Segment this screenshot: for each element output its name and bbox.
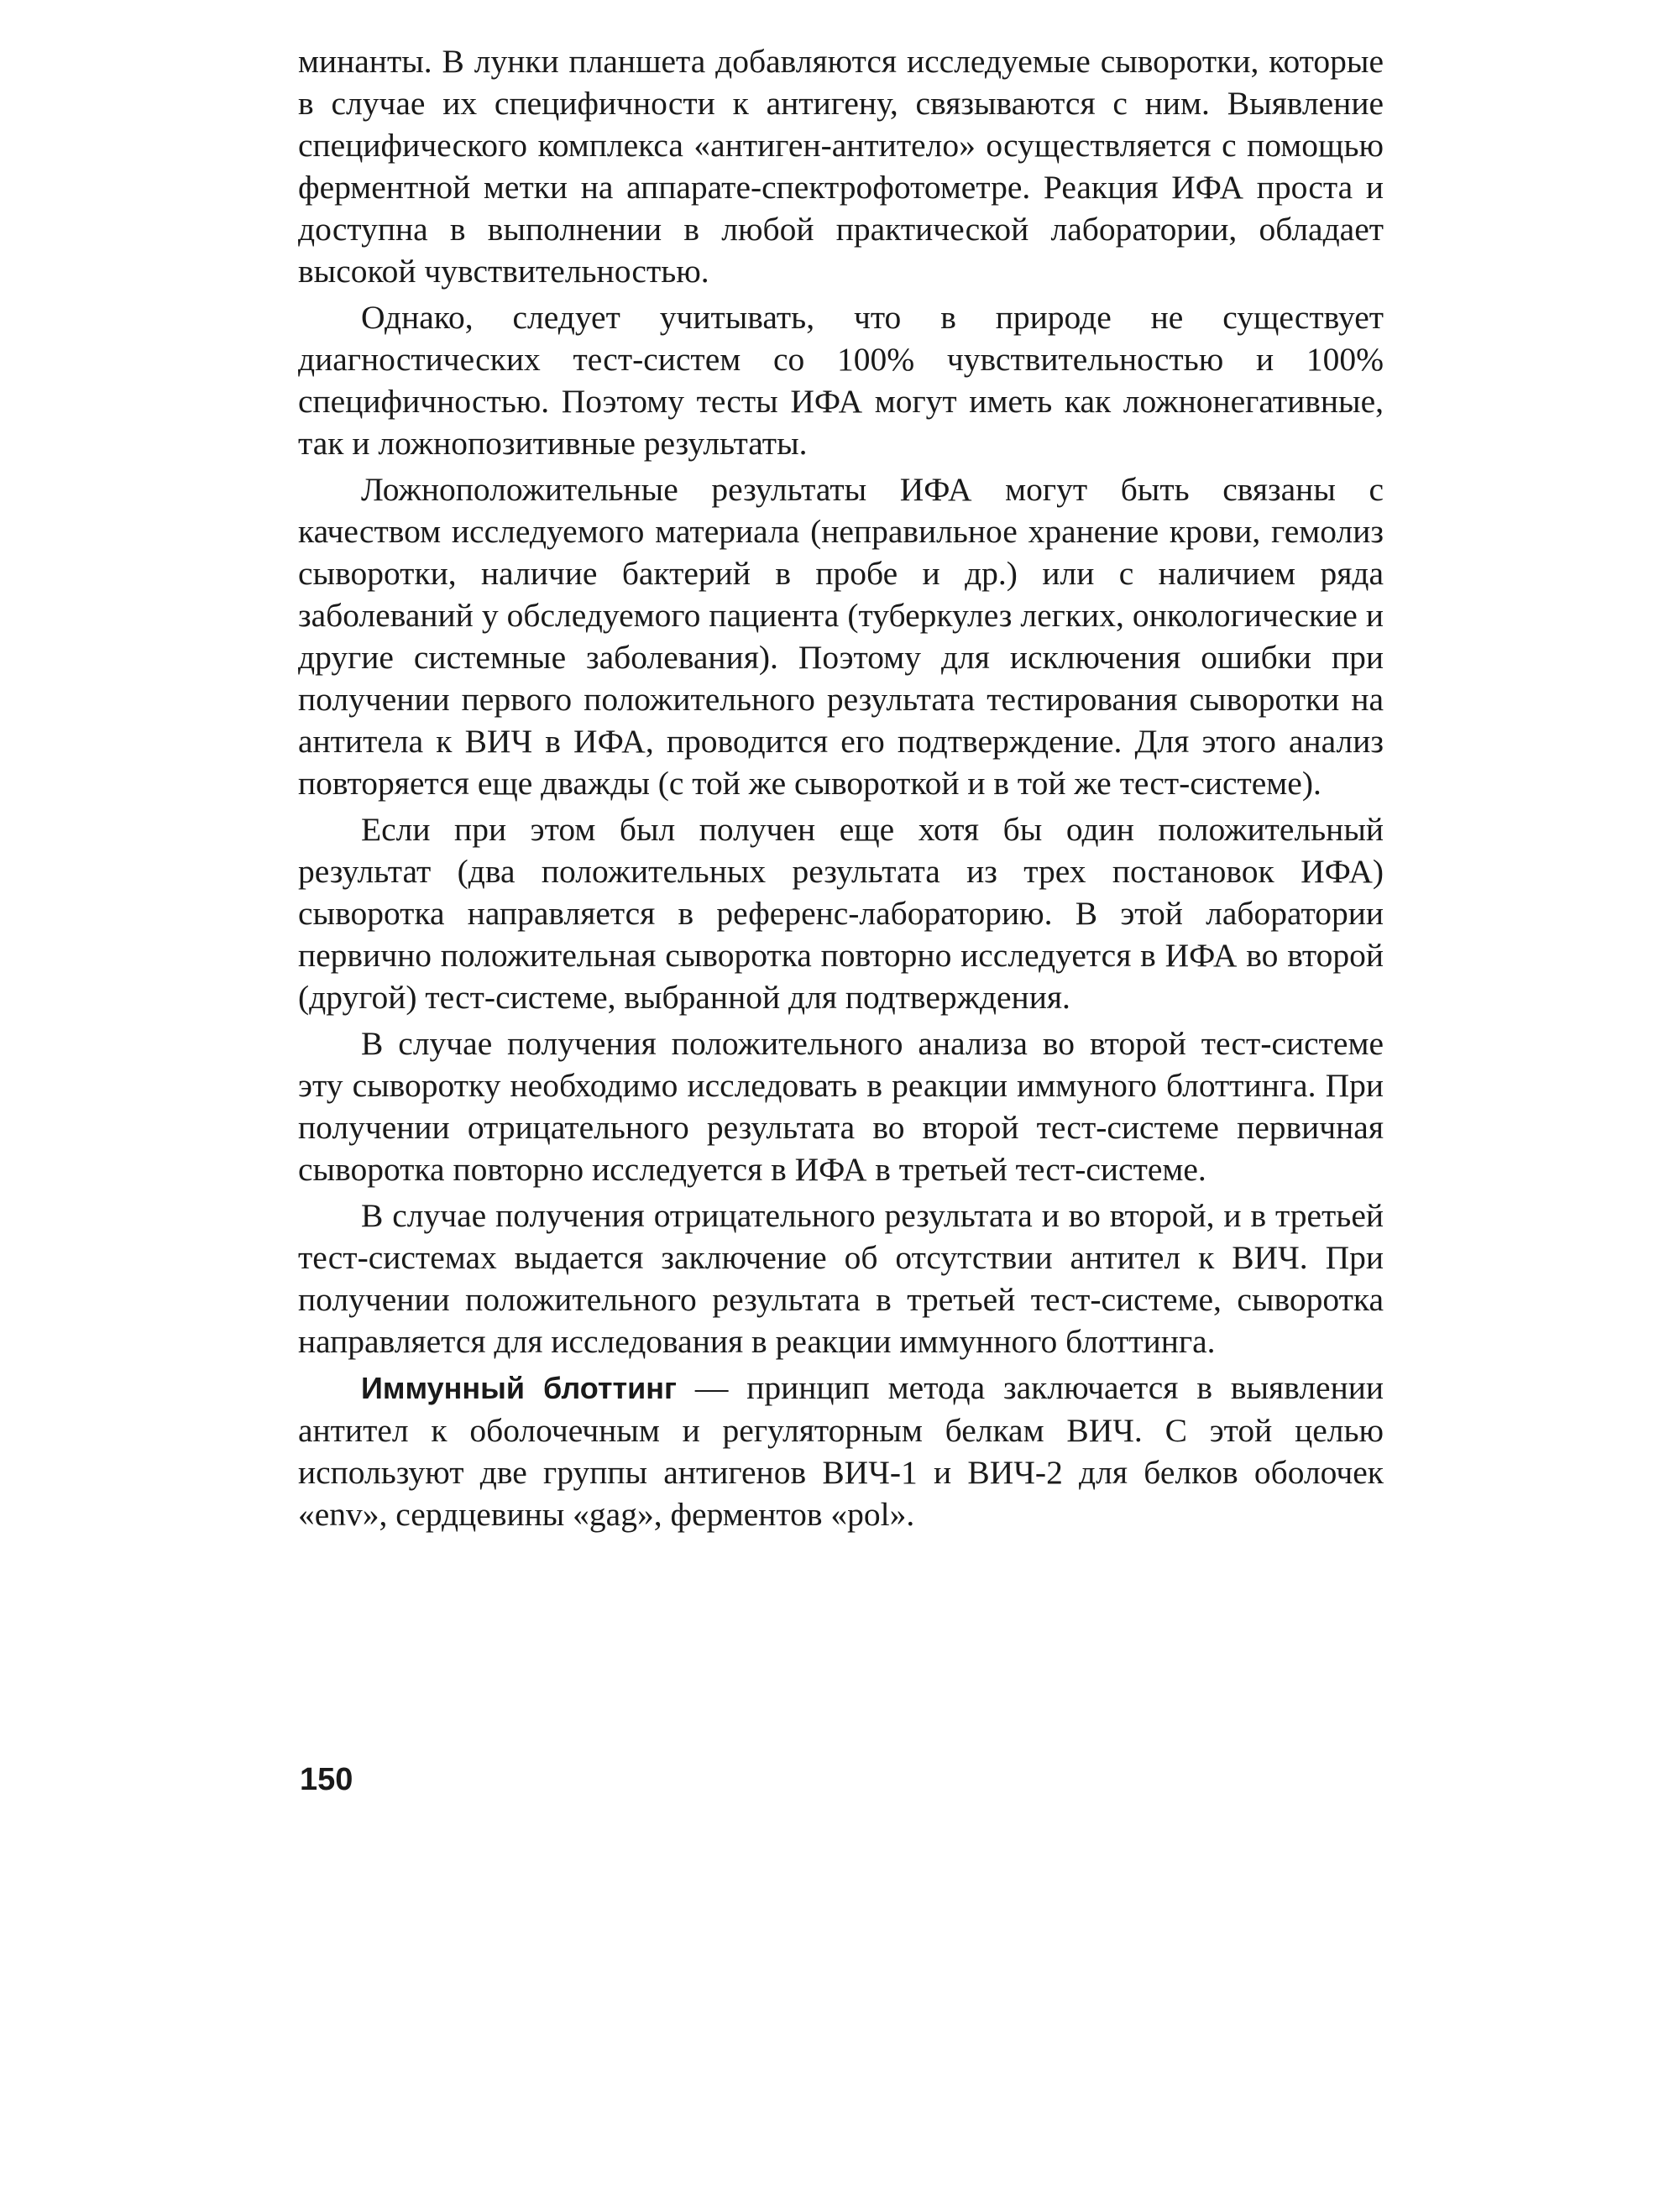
page-number: 150 [300,1762,353,1797]
paragraph-7-text: — принцип метода заключается в выявлении антител к оболочечным и регуляторным белкам ВИЧ. С этой целью используют две группы антигенов ВИЧ-1 и ВИЧ-2 для белков оболочек «env», сердцевины «gag», ферментов «pol». [298,1369,1384,1533]
paragraph-6: В случае получения отрицательного результата и во второй, и в третьей тест-системах выдается заключение об отсутствии антител к ВИЧ. При получении положительного результата в третьей тест-системе, сыворотка направляется для исследования в реакции иммунного блоттинга. [298,1197,1384,1360]
term-immune-blotting: Иммунный блоттинг [361,1371,677,1405]
paragraph-4: Если при этом был получен еще хотя бы один положительный результат (два положительных результата из трех постановок ИФА) сыворотка направляется в референс-лабораторию. В этой лаборатории первично положительная сыворотка повторно исследуется в ИФА во второй (другой) тест-системе, выбранной для подтверждения. [298,811,1384,1016]
paragraph-3: Ложноположительные результаты ИФА могут быть связаны с качеством исследуемого материала (неправильное хранение крови, гемолиз сыворотки, наличие бактерий в пробе и др.) или с наличием ряда заболеваний у обследуемого пациента (туберкулез легких, онкологические и другие системные заболевания). Поэтому для исключения ошибки при получении первого положительного результата тестирования сыворотки на антитела к ВИЧ в ИФА, проводится его подтверждение. Для этого анализ повторяется еще дважды (с той же сывороткой и в той же тест-системе). [298,471,1384,802]
page-body [298,40,1384,1540]
paragraph-1: минанты. В лунки планшета добавляются исследуемые сыворотки, которые в случае их специфичности к антигену, связываются с ним. Выявление специфического комплекса «антиген-антитело» осуществляется с помощью ферментной метки на аппарате-спектрофотометре. Реакция ИФА проста и доступна в выполнении в любой практической лаборатории, обладает высокой чувствительностью. [298,43,1384,290]
paragraph-5: В случае получения положительного анализа во второй тест-системе эту сыворотку необходимо исследовать в реакции иммуного блоттинга. При получении отрицательного результата во второй тест-системе первичная сыворотка повторно исследуется в ИФА в третьей тест-системе. [298,1025,1384,1188]
paragraph-7 [298,1367,1384,1535]
paragraph-2: Однако, следует учитывать, что в природе не существует диагностических тест-систем со 100% чувствительностью и 100% специфичностью. Поэтому тесты ИФА могут иметь как ложнонегативные, так и ложнопозитивные результаты. [298,299,1384,462]
